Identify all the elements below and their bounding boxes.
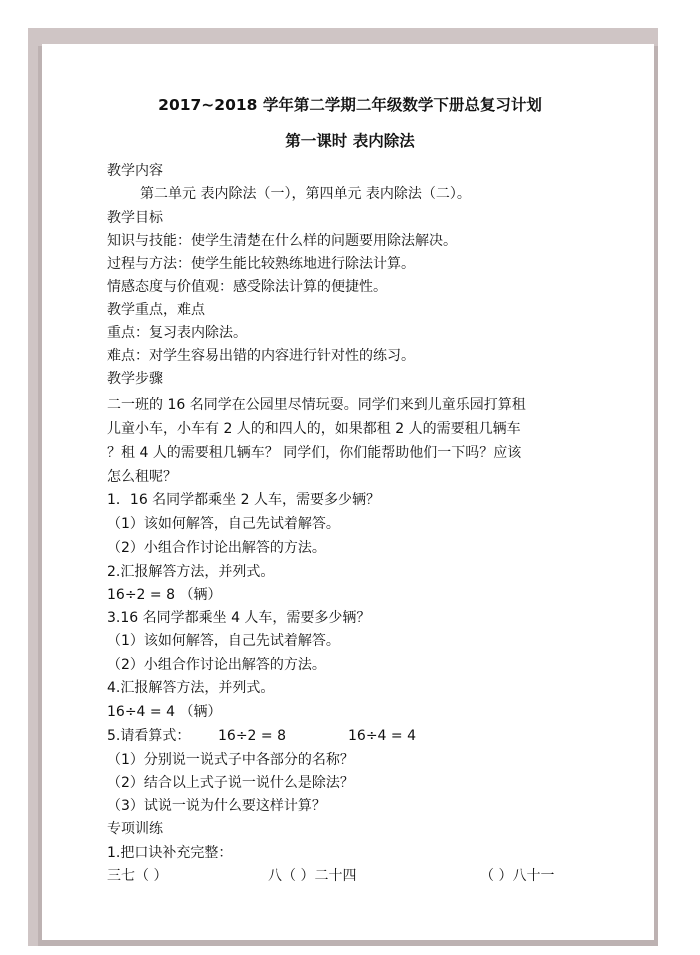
steps-heading: 教学步骤 <box>107 371 163 387</box>
fill-blank: （ ）八十一 <box>480 868 555 884</box>
document-title: 2017~2018 学年第二学期二年级数学下册总复习计划 <box>158 96 542 114</box>
question-1: 1．16 名同学都乘坐 2 人车，需要多少辆？ <box>107 492 380 508</box>
question-4: 4.汇报解答方法，并列式。 <box>107 680 275 696</box>
question-5-equation: 16÷2 = 8 <box>218 728 286 744</box>
question-5-sub-c: （3）试说一说为什么要这样计算？ <box>107 798 326 814</box>
content-heading: 教学内容 <box>107 163 163 179</box>
fill-blank: 八（ ）二十四 <box>268 868 357 884</box>
key-point: 重点：复习表内除法。 <box>107 325 247 341</box>
question-5-sub-a: （1）分别说一说式子中各部分的名称？ <box>107 752 354 768</box>
question-3: 3.16 名同学都乘坐 4 人车，需要多少辆？ <box>107 610 371 626</box>
content-text: 第二单元 表内除法（一），第四单元 表内除法（二）。 <box>140 186 471 202</box>
fill-blank: 三七（ ） <box>107 868 168 884</box>
training-heading: 专项训练 <box>107 821 163 837</box>
key-heading: 教学重点，难点 <box>107 302 205 318</box>
goal-knowledge: 知识与技能：使学生清楚在什么样的问题要用除法解决。 <box>107 233 457 249</box>
question-1-sub-a: （1）该如何解答，自己先试着解答。 <box>107 516 340 532</box>
question-5-sub-b: （2）结合以上式子说一说什么是除法？ <box>107 775 354 791</box>
question-2: 2.汇报解答方法，并列式。 <box>107 564 275 580</box>
equation-2: 16÷4 = 4 （辆） <box>107 704 222 720</box>
question-5-label: 5.请看算式： <box>107 728 191 744</box>
story-line: ？租 4 人的需要租几辆车？ 同学们，你们能帮助他们一下吗？应该 <box>107 445 522 461</box>
equation-1: 16÷2 = 8 （辆） <box>107 587 222 603</box>
story-line: 怎么租呢？ <box>107 469 177 485</box>
goal-attitude: 情感态度与价值观：感受除法计算的便捷性。 <box>107 279 387 295</box>
difficulty: 难点：对学生容易出错的内容进行针对性的练习。 <box>107 348 415 364</box>
training-item-1: 1.把口诀补充完整： <box>107 845 233 861</box>
question-3-sub-b: （2）小组合作讨论出解答的方法。 <box>107 657 326 673</box>
goals-heading: 教学目标 <box>107 210 163 226</box>
lesson-subtitle: 第一课时 表内除法 <box>285 132 415 150</box>
question-5-equation: 16÷4 = 4 <box>348 728 416 744</box>
question-3-sub-a: （1）该如何解答，自己先试着解答。 <box>107 633 340 649</box>
story-line: 二一班的 16 名同学在公园里尽情玩耍。同学们来到儿童乐园打算租 <box>107 397 526 413</box>
question-1-sub-b: （2）小组合作讨论出解答的方法。 <box>107 540 326 556</box>
goal-process: 过程与方法：使学生能比较熟练地进行除法计算。 <box>107 256 415 272</box>
story-line: 儿童小车，小车有 2 人的和四人的，如果都租 2 人的需要租几辆车 <box>107 421 521 437</box>
